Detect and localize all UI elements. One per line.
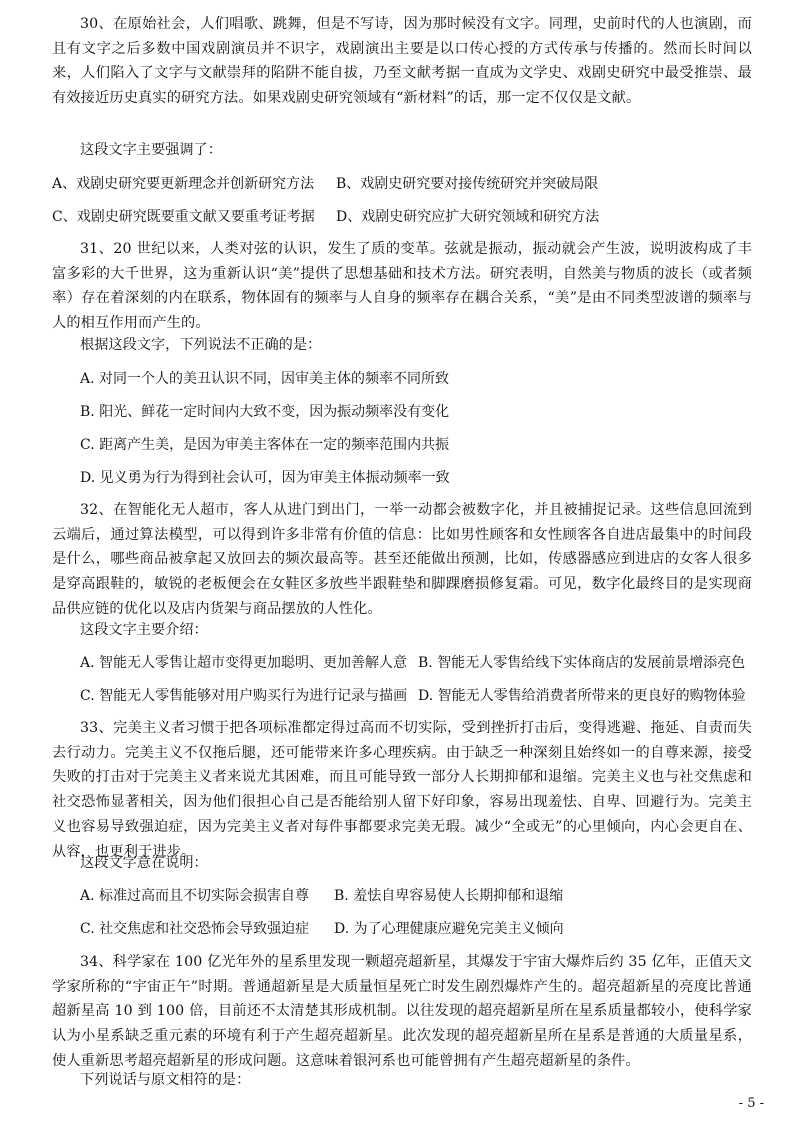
q33-option-a: A. 标准过高而且不切实际会损害自尊 [80, 888, 310, 904]
q33-passage: 33、完美主义者习惯于把各项标准都定得过高而不切实际，受到挫折打击后，变得逃避、拖延、自责而失去行动力。完美主义不仅拖后腿，还可能带来许多心理疾病。由于缺乏一种深刻且始终如一的自尊来源，接受失败的打击对于完美主义者来说尤其困难，而且可能导致一部分人长期抑郁和退缩。完美主义也与社交焦虑和社交恐怖显著相关，因为他们很担心自己是否能给别人留下好印象，容易出现羞怯、自卑、回避行为。完美主义也容易导致强迫症，因为完美主义者对每件事都要求完美无瑕。减少“全或无”的心里倾向，内心会更自在、从容，也更利于进步。 [52, 720, 752, 860]
q33-stem: 这段文字意在说明： [80, 855, 208, 871]
q31-stem: 根据这段文字，下列说法不正确的是： [80, 337, 322, 353]
page-number: - 5 - [738, 1096, 764, 1111]
q31-passage: 31、20 世纪以来，人类对弦的认识，发生了质的变革。弦就是振动，振动就会产生波，说明波构成了丰富多彩的大千世界，这为重新认识“美”提供了思想基础和技术方法。研究表明，自然美与物质的波长（或者频率）存在着深刻的内在联系，物体固有的频率与人自身的频率存在耦合关系，“美”是由不同类型波谱的频率与人的相互作用而产生的。 [52, 241, 752, 332]
q30-option-a: A、戏剧史研究要更新理念并创新研究方法 [52, 176, 315, 192]
q34-passage: 34、科学家在 100 亿光年外的星系里发现一颗超亮超新星，其爆发于宇宙大爆炸后约 35 亿年，正值天文学家所称的“宇宙正午”时期。普通超新星是大质量恒星死亡时发生剧烈爆炸产生的。超亮超新星的亮度比普通超新星高 10 到 100 倍，目前还不太清楚其形成机制。以往发现的超亮超新星所在星系质量都较小，使科学家认为小星系缺乏重元素的环境有利于产生超亮超新星。此次发现的超亮超新星所在星系是普通的大质量星系，使人重新思考超亮超新星的形成问题。这意味着银河系也可能曾拥有产生超亮超新星的条件。 [52, 954, 752, 1069]
q31-option-b: B. 阳光、鲜花一定时间内大致不变，因为振动频率没有变化 [80, 404, 450, 420]
q33-option-d: D. 为了心理健康应避免完美主义倾向 [334, 921, 564, 937]
q31-option-a: A. 对同一个人的美丑认识不同，因审美主体的频率不同所致 [80, 371, 450, 387]
q32-option-d: D. 智能无人零售给消费者所带来的更良好的购物体验 [418, 688, 746, 704]
q32-option-a: A. 智能无人零售让超市变得更加聪明、更加善解人意 [80, 655, 408, 671]
q32-option-b: B. 智能无人零售给线下实体商店的发展前景增添亮色 [418, 655, 746, 671]
q33-option-b: B. 羞怯自卑容易使人长期抑郁和退缩 [334, 888, 564, 904]
q30-option-b: B、戏剧史研究要对接传统研究并突破局限 [336, 176, 599, 192]
q30-stem: 这段文字主要强调了： [80, 142, 222, 158]
q31-option-d: D. 见义勇为行为得到社会认可，因为审美主体振动频率一致 [80, 470, 450, 486]
q32-option-c: C. 智能无人零售能够对用户购买行为进行记录与描画 [80, 688, 408, 704]
q31-option-c: C. 距离产生美，是因为审美主客体在一定的频率范围内共振 [80, 437, 450, 453]
q32-stem: 这段文字主要介绍： [80, 622, 208, 638]
q30-passage: 30、在原始社会，人们唱歌、跳舞，但是不写诗，因为那时候没有文字。同理，史前时代的人也演剧，而且有文字之后多数中国戏剧演员并不识字，戏剧演出主要是以口传心授的方式传承与传播的。然而长时间以来，人们陷入了文字与文献崇拜的陷阱不能自拔，乃至文献考据一直成为文学史、戏剧史研究中最受推崇、最有效接近历史真实的研究方法。如果戏剧史研究领域有“新材料”的话，那一定不仅仅是文献。 [52, 16, 752, 107]
q30-option-d: D、戏剧史研究应扩大研究领域和研究方法 [336, 209, 600, 225]
q34-stem: 下列说话与原文相符的是： [80, 1072, 251, 1088]
q33-option-c: C. 社交焦虑和社交恐怖会导致强迫症 [80, 921, 310, 937]
q30-option-c: C、戏剧史研究既要重文献又要重考证考据 [52, 209, 315, 225]
q32-passage: 32、在智能化无人超市，客人从进门到出门，一举一动都会被数字化，并且被捕捉记录。这些信息回流到云端后，通过算法模型，可以得到许多非常有价值的信息：比如男性顾客和女性顾客各自进店最集中的时间段是什么，哪些商品被拿起又放回去的频次最高等。甚至还能做出预测，比如，传感器感应到进店的女客人很多是穿高跟鞋的，敏锐的老板便会在女鞋区多放些半跟鞋垫和脚踝磨损修复霜。可见，数字化最终目的是实现商品供应链的优化以及店内货架与商品摆放的人性化。 [52, 502, 752, 617]
